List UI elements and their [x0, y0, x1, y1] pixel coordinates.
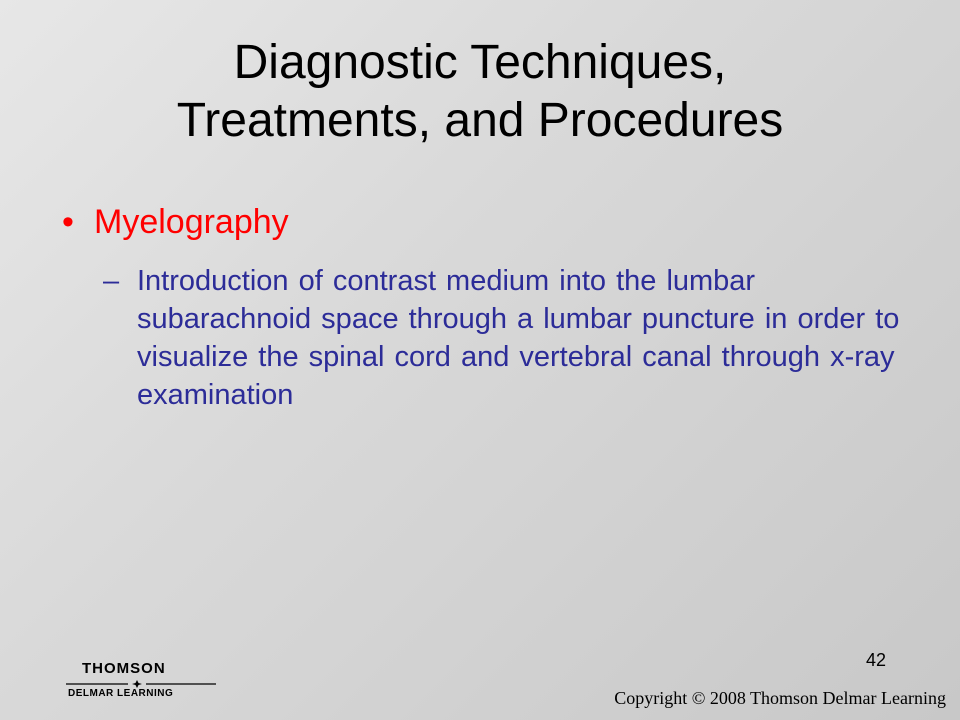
logo-star-line-icon [66, 680, 216, 688]
sub-bullet-item [103, 262, 903, 414]
logo-text-bottom: DELMAR LEARNING [68, 688, 174, 699]
logo-text-top: THOMSON [82, 660, 166, 677]
slide-title-line-1: Diagnostic Techniques, [233, 36, 727, 89]
slide-title [60, 34, 900, 150]
bullet-item [62, 198, 289, 246]
bullet-icon: • [62, 203, 74, 241]
dash-icon: – [103, 265, 120, 297]
bullet-text: Myelography [94, 203, 289, 241]
thomson-delmar-logo [66, 660, 216, 708]
copyright-notice: Copyright © 2008 Thomson Delmar Learning [614, 688, 946, 708]
page-number: 42 [865, 650, 886, 670]
sub-bullet-text: Introduction of contrast medium into the lumbar subarachnoid space through a lumbar puncture in order to visualize the spinal cord and vertebral canal through x-ray examination [137, 265, 900, 411]
slide-title-line-2: Treatments, and Procedures [176, 94, 784, 147]
